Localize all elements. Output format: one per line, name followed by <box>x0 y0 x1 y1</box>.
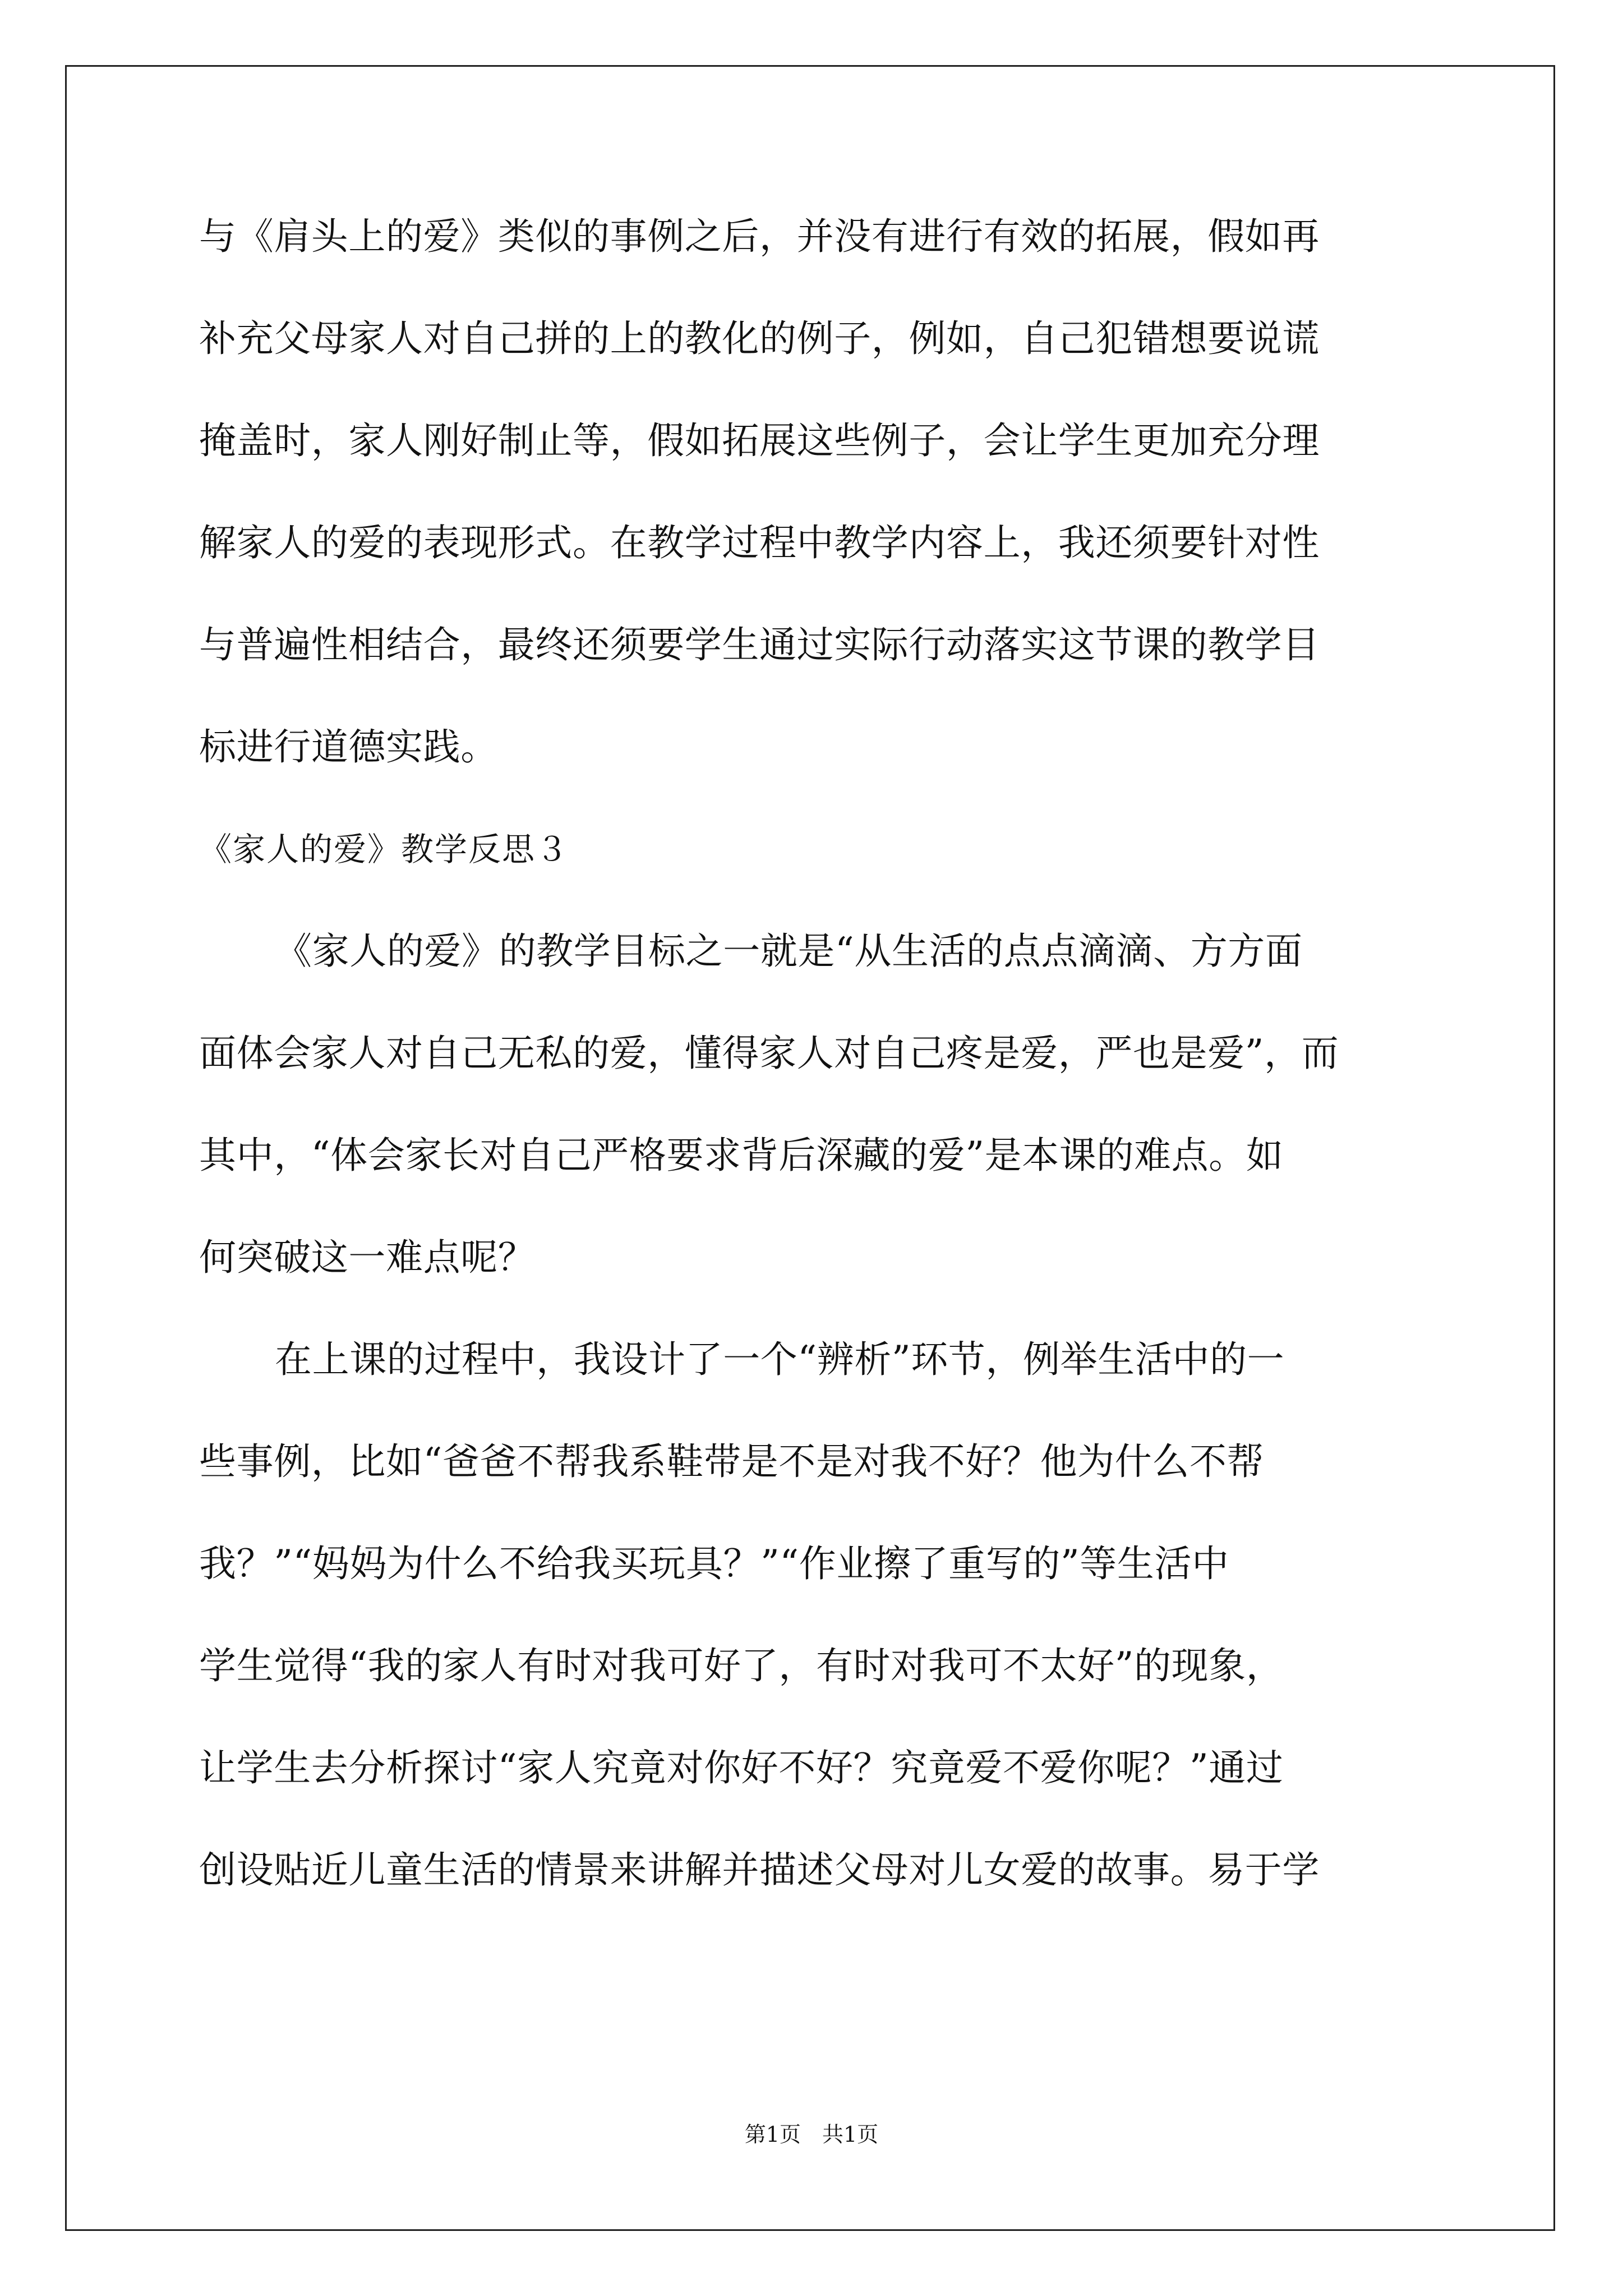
text-line: 《家人的爱》的教学目标之一就是“从生活的点点滴滴、方方面 <box>275 930 1303 973</box>
text-line: 掩盖时，家人刚好制止等，假如拓展这些例子，会让学生更加充分理 <box>199 419 1320 462</box>
text-line: 其中，“体会家长对自己严格要求背后深藏的爱”是本课的难点。如 <box>199 1134 1284 1177</box>
text-line: 何突破这一难点呢？ <box>199 1236 536 1279</box>
text-line: 学生觉得“我的家人有时对我可好了，有时对我可不太好”的现象， <box>199 1644 1284 1687</box>
text-line: 些事例，比如“爸爸不帮我系鞋带是不是对我不好？他为什么不帮 <box>199 1440 1265 1483</box>
text-line: 与《肩头上的爱》类似的事例之后，并没有进行有效的拓展，假如再 <box>199 215 1320 258</box>
section-heading: 《家人的爱》教学反思３ <box>199 830 570 868</box>
text-line: 补充父母家人对自己拼的上的教化的例子，例如，自己犯错想要说谎 <box>199 317 1320 360</box>
text-line: 与普遍性相结合，最终还须要学生通过实际行动落实这节课的教学目 <box>199 623 1320 666</box>
text-line: 标进行道德实践。 <box>199 725 498 769</box>
text-line: 让学生去分析探讨“家人究竟对你好不好？究竟爱不爱你呢？”通过 <box>199 1746 1284 1789</box>
text-line: 我？”“妈妈为什么不给我买玩具？”“作业擦了重写的”等生活中 <box>199 1542 1229 1585</box>
text-line: 面体会家人对自己无私的爱，懂得家人对自己疼是爱，严也是爱”，而 <box>199 1032 1339 1075</box>
text-line: 解家人的爱的表现形式。在教学过程中教学内容上，我还须要针对性 <box>199 521 1320 564</box>
text-line: 在上课的过程中，我设计了一个“辨析”环节，例举生活中的一 <box>275 1338 1285 1381</box>
text-line: 创设贴近儿童生活的情景来讲解并描述父母对儿女爱的故事。易于学 <box>199 1848 1320 1892</box>
page-footer: 第1页 共1页 <box>744 2122 879 2147</box>
